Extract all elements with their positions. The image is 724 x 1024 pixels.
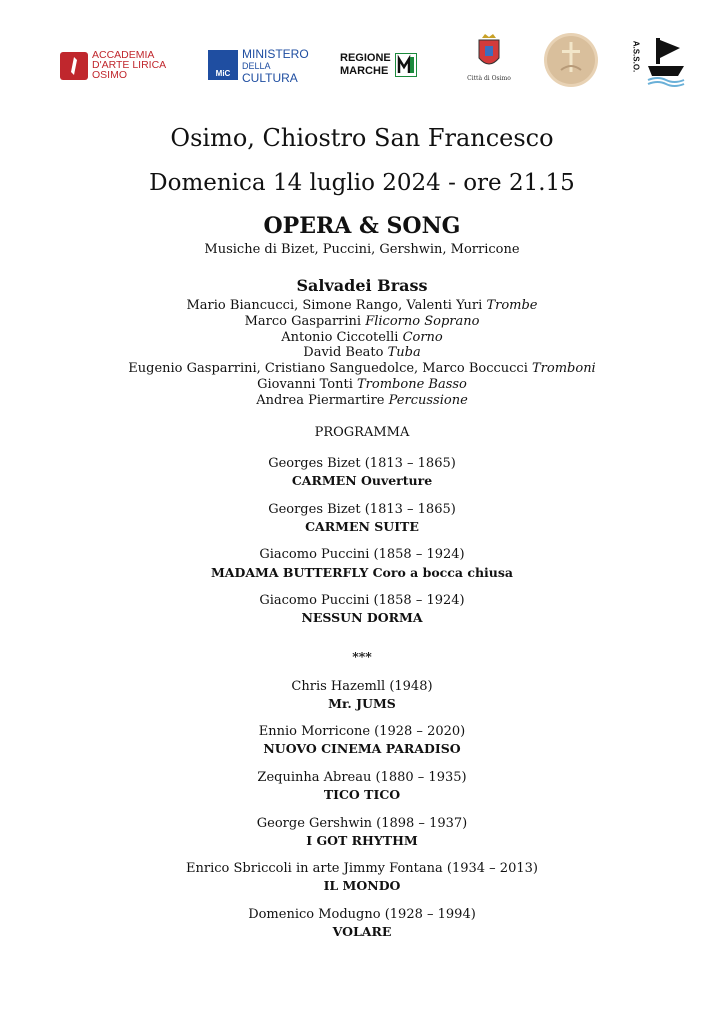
- member-line: [0, 393, 724, 408]
- ministero-line1: MINISTERO: [242, 47, 309, 61]
- church-emblem-icon: [543, 32, 599, 88]
- program-heading: PROGRAMMA: [314, 425, 410, 440]
- asso-text: A.S.S.O.: [631, 40, 641, 73]
- ministero-line2: DELLA: [242, 61, 271, 71]
- concert-subtitle: Musiche di Bizet, Puccini, Gershwin, Morricone: [204, 242, 520, 257]
- accademia-icon: [60, 52, 88, 80]
- work-title: CARMEN Ouverture: [291, 473, 433, 488]
- regione-line1: REGIONE: [340, 52, 391, 64]
- composer: Chris Hazemll (1948): [291, 679, 433, 694]
- member-line: [0, 345, 724, 360]
- member-line: [0, 330, 724, 345]
- work-title: NUOVO CINEMA PARADISO: [263, 741, 461, 756]
- work-title: NESSUN DORMA: [301, 610, 423, 625]
- member-instrument: Tromboni: [532, 361, 596, 376]
- composer: Domenico Modugno (1928 – 1994): [248, 907, 476, 922]
- ministero-line3: CULTURA: [242, 71, 298, 85]
- event-datetime: Domenica 14 luglio 2024 - ore 21.15: [149, 170, 575, 196]
- member-instrument: Trombe: [486, 298, 538, 313]
- member-names: Antonio Ciccotelli: [281, 330, 399, 345]
- citta-logo: [466, 32, 512, 88]
- accademia-line2: D'ARTE LIRICA: [92, 59, 167, 71]
- city-crest-icon: [476, 32, 502, 72]
- ministero-logo: [208, 48, 313, 84]
- ship-icon: [646, 34, 686, 88]
- composer: Ennio Morricone (1928 – 2020): [258, 724, 466, 739]
- work-title: CARMEN SUITE: [305, 519, 419, 534]
- composer: Giacomo Puccini (1858 – 1924): [259, 547, 465, 562]
- work-title: IL MONDO: [323, 878, 401, 893]
- asso-logo: [628, 32, 688, 92]
- regione-emblem-icon: [395, 53, 417, 77]
- work-title: MADAMA BUTTERFLY Coro a bocca chiusa: [210, 565, 514, 580]
- work-title: Mr. JUMS: [328, 696, 396, 711]
- member-line: [0, 361, 724, 376]
- member-line: [0, 314, 724, 329]
- member-names: Eugenio Gasparrini, Cristiano Sanguedolce, Marco Boccucci: [128, 361, 528, 376]
- accademia-logo: [60, 50, 180, 84]
- regione-logo: [340, 52, 420, 80]
- concert-title: OPERA & SONG: [263, 213, 461, 239]
- mic-mark: MiC: [215, 69, 231, 78]
- member-names: Mario Biancucci, Simone Rango, Valenti Yuri: [186, 298, 483, 313]
- accademia-line1: ACCADEMIA: [92, 49, 155, 61]
- member-names: Andrea Piermartire: [256, 393, 385, 408]
- member-instrument: Percussione: [388, 393, 468, 408]
- member-instrument: Tuba: [387, 345, 421, 360]
- member-instrument: Trombone Basso: [357, 377, 467, 392]
- logo-strip: [0, 30, 724, 100]
- member-names: David Beato: [303, 345, 384, 360]
- composer: George Gershwin (1898 – 1937): [256, 816, 468, 831]
- member-instrument: Corno: [402, 330, 443, 345]
- venue: Osimo, Chiostro San Francesco: [170, 124, 554, 152]
- member-instrument: Flicorno Soprano: [365, 314, 480, 329]
- member-names: Marco Gasparrini: [244, 314, 362, 329]
- composer: Enrico Sbriccoli in arte Jimmy Fontana (1934 – 2013): [186, 861, 538, 876]
- member-line: [0, 377, 724, 392]
- mic-icon: [208, 50, 238, 80]
- accademia-line3: OSIMO: [92, 69, 128, 81]
- work-title: I GOT RHYTHM: [306, 833, 418, 848]
- member-names: Giovanni Tonti: [257, 377, 353, 392]
- ensemble-name: Salvadei Brass: [296, 276, 428, 295]
- composer: Georges Bizet (1813 – 1865): [268, 456, 456, 471]
- composer: Georges Bizet (1813 – 1865): [268, 502, 456, 517]
- composer: Zequinha Abreau (1880 – 1935): [257, 770, 467, 785]
- section-separator: ***: [352, 649, 372, 664]
- citta-caption: Città di Osimo: [467, 75, 511, 82]
- composer: Giacomo Puccini (1858 – 1924): [259, 593, 465, 608]
- member-line: [0, 298, 724, 313]
- work-title: VOLARE: [332, 924, 392, 939]
- regione-line2: MARCHE: [340, 65, 389, 77]
- work-title: TICO TICO: [323, 787, 401, 802]
